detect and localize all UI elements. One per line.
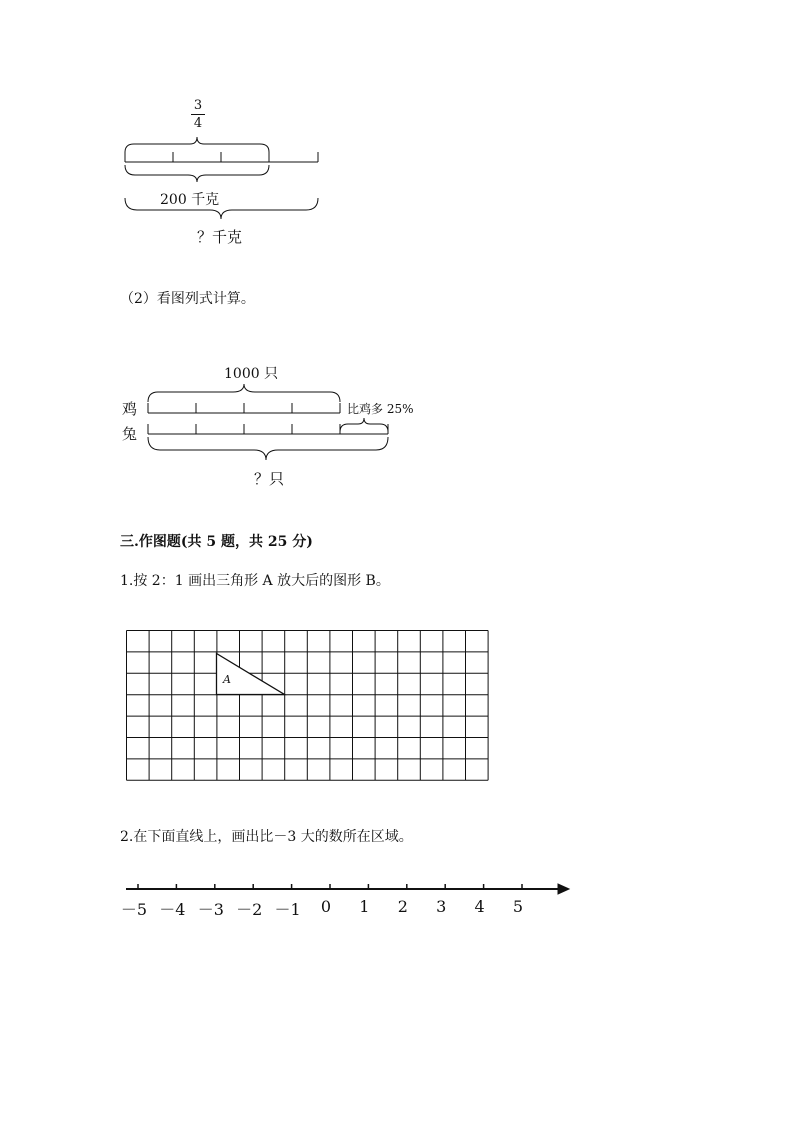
row-label-rabbit: 兔: [122, 425, 138, 443]
rabbit-total-label: ？只: [254, 470, 285, 488]
total-label: ？千克: [197, 228, 243, 246]
extra-brace: [340, 418, 388, 432]
section-3-heading: 三.作图题(共 5 题，共 25 分): [120, 534, 313, 550]
total-brace: [125, 198, 318, 219]
number-line-label: 0: [320, 897, 332, 916]
section-3-question-2: 2.在下面直线上，画出比－3 大的数所在区域。: [120, 829, 413, 845]
number-line-label: －5: [120, 900, 148, 919]
part-brace: [125, 165, 269, 182]
part-label: 200 千克: [160, 192, 220, 208]
number-line-label: －2: [236, 900, 263, 919]
total-brace-rabbits: [148, 437, 388, 460]
top-brace: [125, 137, 269, 152]
row-label-chicken: 鸡: [122, 400, 138, 418]
fraction-denominator: 4: [193, 116, 203, 131]
top-brace-1000: [148, 384, 340, 402]
number-line-label: 5: [512, 897, 524, 916]
grid-paper[interactable]: [127, 631, 489, 781]
fraction-numerator: 3: [193, 98, 203, 113]
number-line-label: －4: [159, 900, 186, 919]
arrow-right-icon: [558, 884, 569, 894]
number-line-label: 3: [436, 897, 447, 916]
diagram1-lines: [125, 137, 318, 219]
number-line-label: 4: [474, 897, 485, 916]
question-2-title: （2）看图列式计算。: [120, 291, 255, 307]
number-line-label: －1: [274, 900, 301, 919]
extra-label: 比鸡多 25%: [347, 402, 414, 416]
number-line[interactable]: [126, 884, 569, 894]
number-line-label: 2: [397, 897, 408, 916]
number-line-label: －3: [197, 900, 224, 919]
diagram2-lines: [148, 384, 388, 460]
number-line-label: 1: [359, 897, 370, 916]
triangle-label: A: [223, 673, 231, 686]
top-label-1000: 1000 只: [224, 366, 279, 382]
section-3-question-1: 1.按 2：1 画出三角形 A 放大后的图形 B。: [120, 573, 390, 589]
